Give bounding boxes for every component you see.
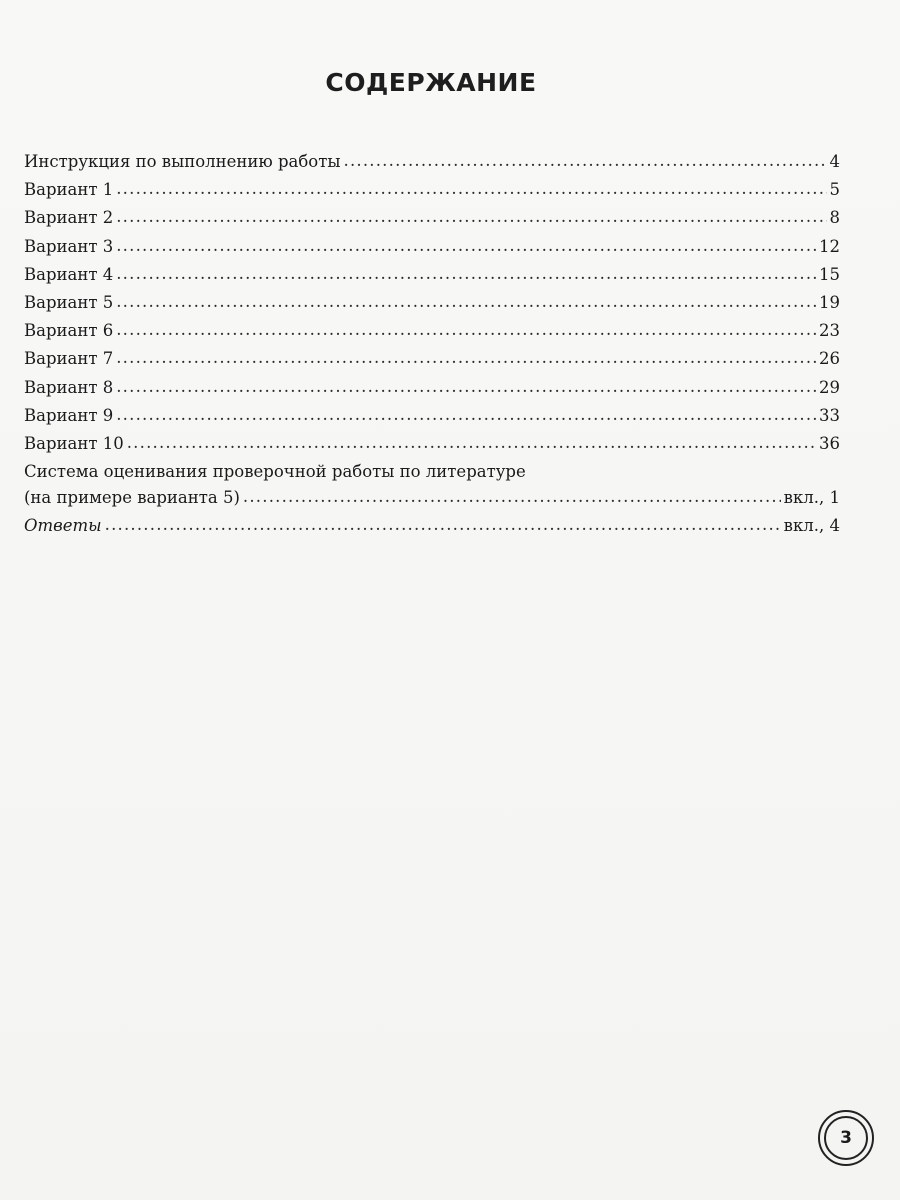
page-title: СОДЕРЖАНИЕ xyxy=(325,68,537,97)
toc-entry-variant-6[interactable] xyxy=(24,321,840,349)
toc-entry-variant-1[interactable] xyxy=(24,180,840,208)
toc-entry-page: 12 xyxy=(819,236,840,256)
toc-entry-variant-8[interactable] xyxy=(24,378,840,406)
toc-entry-label: Вариант 6 xyxy=(24,321,114,341)
toc-entry-variant-7[interactable] xyxy=(24,349,840,377)
dot-leader xyxy=(116,320,816,339)
toc-entry-label: Вариант 9 xyxy=(24,405,114,425)
toc-entry-page: 8 xyxy=(829,208,840,228)
toc-entry-page: 5 xyxy=(829,180,840,200)
toc-entry-label: Ответы xyxy=(24,516,102,536)
page-number-badge xyxy=(818,1110,874,1166)
toc-entry-label: Вариант 2 xyxy=(24,208,114,228)
toc-entry-variant-2[interactable] xyxy=(24,208,840,236)
toc-entry-label: Вариант 8 xyxy=(24,377,114,397)
toc-entry-label: Инструкция по выполнению работы xyxy=(24,152,341,171)
toc-entry-page: 4 xyxy=(829,152,840,171)
dot-leader xyxy=(127,433,816,452)
toc-entry-page: 36 xyxy=(819,433,840,453)
toc-entry-label-line1: Система оценивания проверочной работы по литературе xyxy=(24,462,526,482)
dot-leader xyxy=(116,292,816,311)
toc-entry-variant-3[interactable] xyxy=(24,237,840,265)
toc-entry-page: вкл., 4 xyxy=(783,516,840,536)
toc-entry-variant-5[interactable] xyxy=(24,293,840,321)
dot-leader xyxy=(105,515,781,534)
dot-leader xyxy=(243,487,781,506)
dot-leader xyxy=(116,179,826,198)
toc-entry-label: Вариант 3 xyxy=(24,236,114,256)
toc-entry-page: 23 xyxy=(819,321,840,341)
dot-leader xyxy=(116,348,816,367)
toc-entry-label: Вариант 7 xyxy=(24,349,114,369)
toc-entry-label: Вариант 1 xyxy=(24,180,114,200)
toc-entry-grading-system[interactable] xyxy=(24,462,840,516)
toc-entry-page: 19 xyxy=(819,292,840,312)
page-number: 3 xyxy=(824,1116,868,1160)
dot-leader xyxy=(344,151,827,170)
toc-entry-label-line2-row xyxy=(24,488,840,516)
toc-entry-variant-4[interactable] xyxy=(24,265,840,293)
toc-entry-instructions[interactable] xyxy=(24,152,840,180)
toc-entry-page: 29 xyxy=(819,377,840,397)
dot-leader xyxy=(116,377,816,396)
toc-entry-label: Вариант 5 xyxy=(24,292,114,312)
toc-entry-page: 26 xyxy=(819,349,840,369)
dot-leader xyxy=(116,207,826,226)
dot-leader xyxy=(116,264,816,283)
table-of-contents xyxy=(24,152,840,544)
toc-entry-label: Вариант 4 xyxy=(24,264,114,284)
toc-entry-variant-10[interactable] xyxy=(24,434,840,462)
toc-entry-label: Вариант 10 xyxy=(24,433,124,453)
toc-entry-page: 15 xyxy=(819,264,840,284)
dot-leader xyxy=(116,236,816,255)
toc-entry-variant-9[interactable] xyxy=(24,406,840,434)
toc-entry-page: вкл., 1 xyxy=(783,488,840,508)
dot-leader xyxy=(116,405,816,424)
toc-entry-label-line2: (на примере варианта 5) xyxy=(24,488,240,508)
toc-entry-answers[interactable] xyxy=(24,516,840,544)
toc-entry-page: 33 xyxy=(819,405,840,425)
